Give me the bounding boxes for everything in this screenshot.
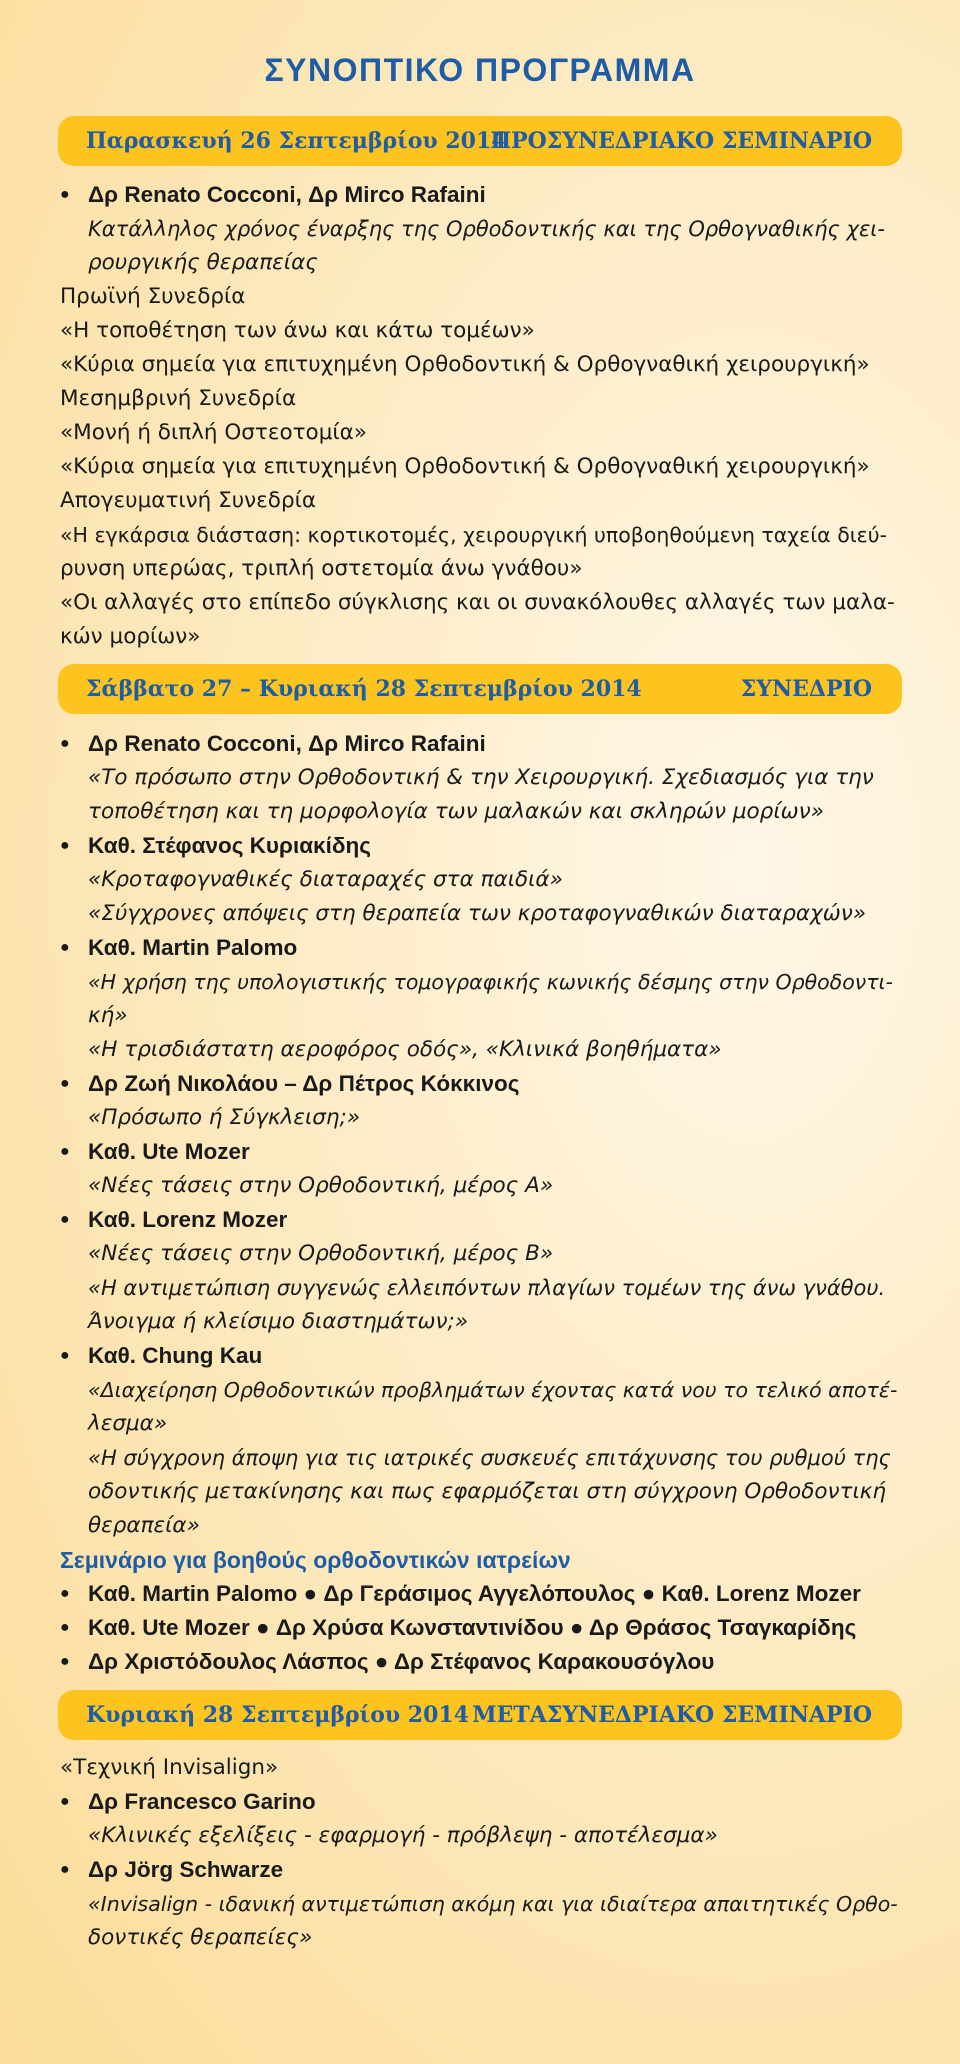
talk-title: θεραπεία» [88,1513,200,1538]
speaker-line: ● Καθ. Martin Palomo [88,931,297,965]
session-label: «Τεχνική Invisalign» [60,1755,279,1780]
page-title: ΣΥΝΟΠΤΙΚΟ ΠΡΟΓΡΑΜΜΑ [264,52,696,88]
session-topic: «Η τοποθέτηση των άνω και κάτω τομέων» [60,318,535,343]
talk-title: τοποθέτηση και τη μορφολογία των μαλακών και σκληρών μορίων» [88,799,824,824]
speaker-line: ● Καθ. Ute Mozer [88,1135,250,1169]
talk-title: «Το πρόσωπο στην Ορθοδοντική & την Χειρουργική. Σχεδιασμός για την [88,765,874,790]
talk-title: «Η σύγχρονη άποψη για τις ιατρικές συσκευές επιτάχυνσης του ρυθμού της [88,1446,891,1470]
talk-title: «Σύγχρονες απόψεις στη θεραπεία των κροταφογναθικών διαταραχών» [88,901,867,926]
day-band-congress [58,664,902,714]
speaker-line: ● Δρ Francesco Garino [88,1785,316,1819]
speaker-line: ● Δρ Renato Cocconi, Δρ Mirco Rafaini [88,178,486,212]
talk-title: «Νέες τάσεις στην Ορθοδοντική, μέρος Β» [88,1241,554,1266]
assistants-seminar-heading: Σεμινάριο για βοηθούς ορθοδοντικών ιατρείων [60,1547,571,1573]
talk-title: Κατάλληλος χρόνος έναρξης της Ορθοδοντικής και της Ορθογναθικής χει- [88,217,885,241]
talk-title: «Κλινικές εξελίξεις - εφαρμογή - πρόβλεψη - αποτέλεσμα» [88,1823,718,1848]
speaker-line: ● Δρ Jörg Schwarze [88,1853,283,1887]
day-band-friday [58,116,902,166]
speaker-line: ● Καθ. Chung Kau [88,1339,262,1373]
band-date: Παρασκευή 26 Σεπτεμβρίου 2014 [86,128,507,154]
session-topic: «Η εγκάρσια διάσταση: κορτικοτομές, χειρουργική υποβοηθούμενη ταχεία διεύ- [60,523,888,547]
talk-title: «Η χρήση της υπολογιστικής τομογραφικής κωνικής δέσμης στην Ορθοδοντι- [88,970,893,994]
talk-title: «Invisalign - ιδανική αντιμετώπιση ακόμη και για ιδιαίτερα απαιτητικές Ορθο- [88,1892,898,1916]
talk-title: Άνοιγμα ή κλείσιμο διαστημάτων;» [88,1309,468,1334]
session-topic: κών μορίων» [60,624,201,649]
speaker-line: ● Καθ. Martin Palomo ● Δρ Γεράσιμος Αγγελόπουλος ● Καθ. Lorenz Mozer [88,1577,861,1611]
speaker-line: ● Καθ. Ute Mozer ● Δρ Χρύσα Κωνσταντινίδου ● Δρ Θράσος Τσαγκαρίδης [88,1611,856,1645]
band-date: Κυριακή 28 Σεπτεμβρίου 2014 [86,1702,470,1728]
talk-title: «Νέες τάσεις στην Ορθοδοντική, μέρος Α» [88,1173,554,1198]
talk-title: ρουργικής θεραπείας [88,250,318,275]
session-topic: «Μονή ή διπλή Οστεοτομία» [60,420,367,445]
session-topic: «Οι αλλαγές στο επίπεδο σύγκλισης και οι συνακόλουθες αλλαγές των μαλα- [60,590,895,615]
talk-title: «Πρόσωπο ή Σύγκλειση;» [88,1105,361,1130]
speaker-line: ● Δρ Χριστόδουλος Λάσπος ● Δρ Στέφανος Καρακουσόγλου [88,1645,714,1679]
speaker-line: ● Δρ Renato Cocconi, Δρ Mirco Rafaini [88,727,486,761]
talk-title: δοντικές θεραπείες» [88,1925,313,1950]
session-topic: «Κύρια σημεία για επιτυχημένη Ορθοδοντική & Ορθογναθική χειρουργική» [60,352,870,377]
talk-title: «Κροταφογναθικές διαταραχές στα παιδιά» [88,867,563,892]
talk-title: οδοντικής μετακίνησης και πως εφαρμόζεται στη σύγχρονη Ορθοδοντική [88,1479,887,1504]
talk-title: «Η τρισδιάστατη αεροφόρος οδός», «Κλινικά βοηθήματα» [88,1037,722,1062]
session-label: Πρωϊνή Συνεδρία [60,284,246,309]
band-event: ΣΥΝΕΔΡΙΟ [740,676,872,702]
talk-title: «Η αντιμετώπιση συγγενώς ελλειπόντων πλαγίων τομέων της άνω γνάθου. [88,1276,886,1300]
band-date: Σάββατο 27 – Κυριακή 28 Σεπτεμβρίου 2014 [86,676,642,702]
talk-title: «Διαχείρηση Ορθοδοντικών προβλημάτων έχοντας κατά νου το τελικό αποτέ- [88,1378,898,1402]
speaker-line: ● Δρ Ζωή Νικολάου – Δρ Πέτρος Κόκκινος [88,1067,519,1101]
talk-title: λεσμα» [88,1411,168,1436]
session-label: Μεσημβρινή Συνεδρία [60,386,297,411]
band-event: ΜΕΤΑΣΥΝΕΔΡΙΑΚΟ ΣΕΜΙΝΑΡΙΟ [472,1702,872,1728]
session-topic: «Κύρια σημεία για επιτυχημένη Ορθοδοντική & Ορθογναθική χειρουργική» [60,454,870,479]
session-topic: ρυνση υπερώας, τριπλή οστετομία άνω γνάθου» [60,556,583,581]
day-band-sunday [58,1690,902,1740]
speaker-line: ● Καθ. Lorenz Mozer [88,1203,287,1237]
session-label: Απογευματινή Συνεδρία [60,488,317,513]
speaker-line: ● Καθ. Στέφανος Κυριακίδης [88,829,371,863]
talk-title: κή» [88,1003,128,1028]
band-event: ΠΡΟΣΥΝΕΔΡΙΑΚΟ ΣΕΜΙΝΑΡΙΟ [490,128,872,154]
